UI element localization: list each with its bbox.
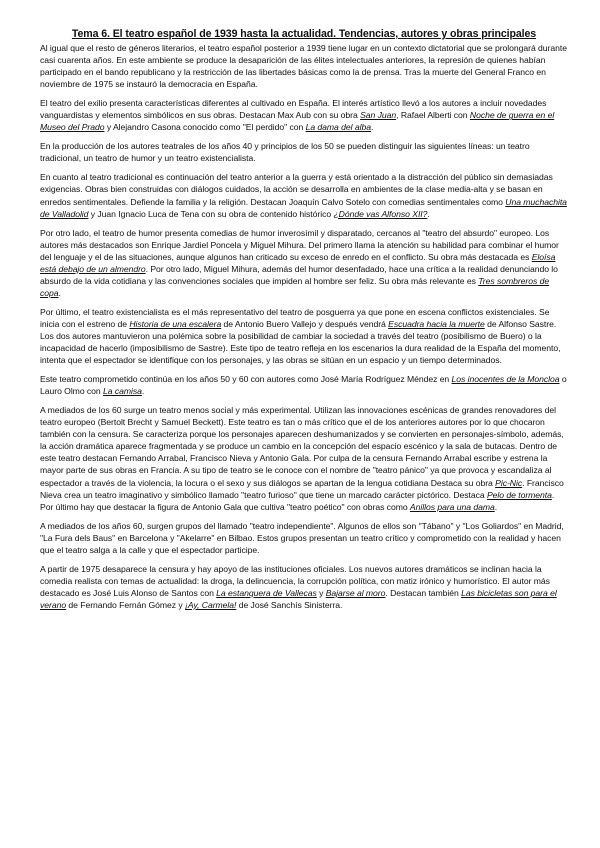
work-title: San Juan [360,110,397,121]
work-title: Los inocentes de la Moncloa [451,374,560,385]
paragraph: Por otro lado, el teatro de humor presenta comedias de humor inverosímil y disparatado, cercanos al "teatro del absurdo" europeo. Los autores más destacados son Enrique Jardiel Poncela y Miguel Mihura. Del primero llama la atención su habilidad para combinar el humor del lenguaje y el de las situaciones, aunque algunos han criticado su exceso de enredo en el conflicto. Su obra más destacada es Eloísa está debajo de un almendro. Por otro lado, Miguel Mihura, además del humor desenfadado, hace una crítica a la realidad denunciando lo absurdo de la vida cotidiana y las convenciones sociales que impiden al hombre ser feliz. Su obra más relevante es Tres sombreros de copa. [40,227,559,298]
page-title: Tema 6. El teatro español de 1939 hasta la actualidad. Tendencias, autores y obras principales [71,28,537,40]
work-title: Pelo de tormenta [486,489,552,500]
paragraph: Por último, el teatro existencialista es el más representativo del teatro de posguerra ya que pone en escena conflictos existenciales. Se inicia con el estreno de Historia de una escalera de Antonio Buero Vallejo y después vendrá Escuadra hacia la muerte de Alfonso Sastre. Los dos autores mantuvieron una polémica sobre la posibilidad de cambiar la sociedad a través del teatro (posibilismo de Buero) o la incapacidad de hacerlo (imposibilismo de Sastre). Este tipo de teatro refleja en los escenarios la dura realidad de la España del momento, intenta que el espectador se identifique con los personajes, y las obras se sitúan en un espacio y un tiempo determinados. [40,306,561,366]
work-title: Escuadra hacia la muerte [388,318,485,329]
document-body [40,42,568,611]
work-title: La camisa [103,386,142,397]
paragraph: A mediados de los 60 surge un teatro menos social y más experimental. Utilizan las innovaciones escénicas de grandes renovadores del teatro europeo (Bertolt Brecht y Samuel Beckett). Este teatro es tan o más crítico que el de los anteriores autores por lo que chocaron también con la censura. Se caracteriza porque los personajes aparecen deshumanizados y se convierten en personajes-símbolo, además, la acción dramática aparece fragmentada y se produce un cambio en la concepción del espacio escénico y la sala de butacas. Dentro de este teatro destacan Fernando Arrabal, Francisco Nieva y Antonio Gala. Por culpa de la censura Fernando Arrabal escribe y estrena la mayor parte de sus obras en Francia. A su tipo de teatro se le conoce con el nombre de "teatro pánico" ya que provoca y escandaliza al espectador a través de la violencia, la locura o el sexo y sus diálogos se apartan de la lengua cotidiana Destaca su obra Pic-Nic. Francisco Nieva crea un teatro imaginativo y simbólico llamado "teatro furioso" que tiene un marcado carácter pictórico. Destaca Pelo de tormenta. Por último hay que destacar la figura de Antonio Gala que cultiva "teatro poético" con obras como Anillos para una dama. [40,405,564,512]
work-title: Una muchachita de Valladolid [40,196,567,219]
work-title: Historia de una escalera [129,318,222,329]
paragraph: A partir de 1975 desaparece la censura y hay apoyo de las instituciones oficiales. Los nuevos autores dramáticos se inclinan hacia la comedia realista con temas de actualidad: la droga, la delincuencia, la corrupción política, con matiz irónico y humorístico. El autor más destacado es José Luis Alonso de Santos con La estanquera de Vallecas y Bajarse al moro. Destacan también Las bicicletas son para el verano de Fernando Fernán Gómez y ¡Ay, Carmela! de José Sanchís Sinisterra. [40,563,557,610]
work-title: Noche de guerra en el Museo del Prado [40,110,555,133]
work-title: Eloísa está debajo de un almendro [40,251,556,274]
work-title: Pic-Nic [495,477,523,488]
work-title: La estanquera de Vallecas [216,587,317,598]
work-title: Las bicicletas son para el verano [40,587,557,610]
work-title: Anillos para una dama [409,501,495,512]
paragraph: El teatro del exilio presenta características diferentes al cultivado en España. El interés artístico llevó a los autores a incluir novedades vanguardistas y elementos simbólicos en sus obras. Destacan Max Aub con su obra San Juan, Rafael Alberti con Noche de guerra en el Museo del Prado y Alejandro Casona conocido como "El perdido" con La dama del alba. [40,98,555,133]
paragraph: En la producción de los autores teatrales de los años 40 y principios de los 50 se pueden distinguir las siguientes líneas: un teatro tradicional, un teatro de humor y un teatro existencialista. [40,141,530,164]
paragraph: En cuanto al teatro tradicional es continuación del teatro anterior a la guerra y está orientado a la distracción del público sin demasiadas exigencias. Obras bien construidas con diálogos cuidados, la acción se desarrolla en ambientes de la clase media-alta y se basan en enredos sentimentales. Defiende la familia y la religión. Destacan Joaquín Calvo Sotelo con comedias sentimentales como Una muchachita de Valladolid y Juan Ignacio Luca de Tena con su obra de contenido histórico ¿Dónde vas Alfonso XII?. [40,172,567,219]
paragraph: A mediados de los años 60, surgen grupos del llamado "teatro independiente". Algunos de ellos son "Tábano" y "Los Goliardos" en Madrid, "La Fura dels Baus" en Barcelona y "Akelarre" en Bilbao. Estos grupos presentan un teatro crítico y comprometido con la realidad y hacen que el teatro salga a la calle y que el espectador participe. [40,520,564,555]
work-title: ¿Dónde vas Alfonso XII? [333,208,428,219]
work-title: ¡Ay, Carmela! [185,599,237,610]
paragraph: Al igual que el resto de géneros literarios, el teatro español posterior a 1939 tiene lugar en un contexto dictatorial que se prolongará durante casi cuarenta años. En este ambiente se produce la desaparición de las élites intelectuales anteriores, la represión de quienes habían participado en el bando republicano y la restricción de las libertades básicas como la de prensa. Tras la muerte del General Franco en noviembre de 1975 se instauró la democracia en España. [40,43,567,90]
work-title: Bajarse al moro [325,587,386,598]
work-title: La dama del alba [305,122,371,133]
work-title: Tres sombreros de copa [40,275,550,298]
paragraph: Este teatro comprometido continúa en los años 50 y 60 con autores como José María Rodríguez Méndez en Los inocentes de la Moncloa o Lauro Olmo con La camisa. [40,374,567,397]
